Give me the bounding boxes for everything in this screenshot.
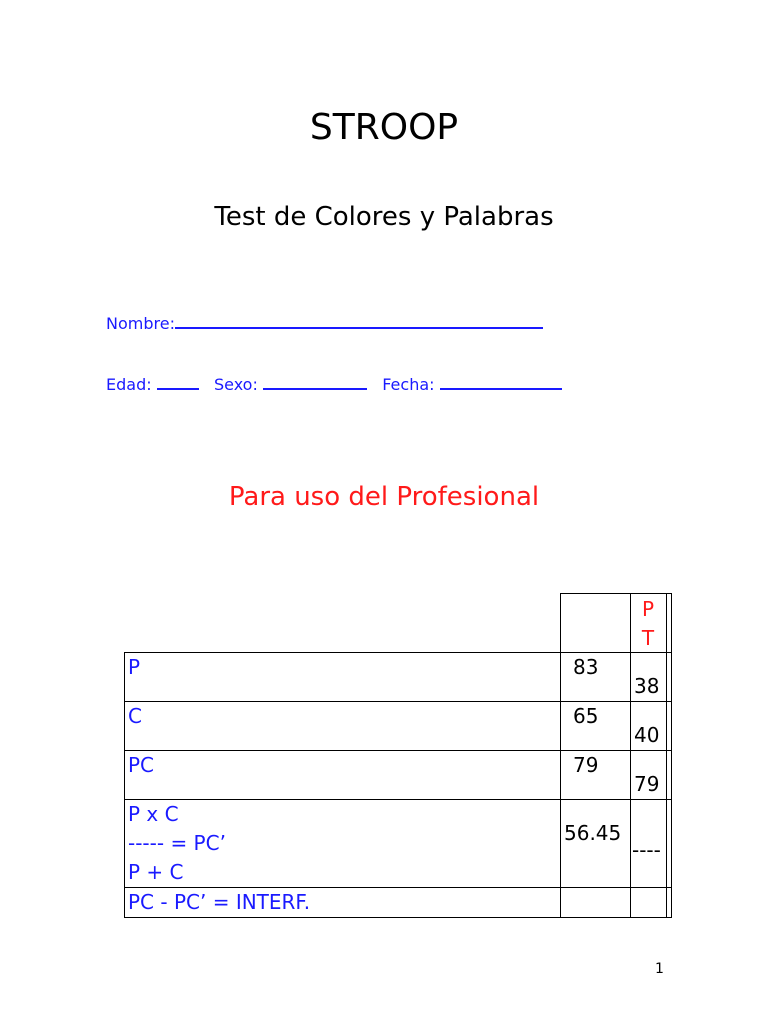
page-subtitle: Test de Colores y Palabras [214,202,554,232]
formula-line-2: ----- = PC’ [128,831,226,855]
pt-header [630,595,666,653]
pt-header-t: T [641,626,655,650]
formula-line-1: P x C [128,802,179,826]
row-label-interf: PC - PC’ = INTERF. [128,890,311,914]
table-bottom [124,917,672,918]
table-divider-score [560,593,561,918]
edad-label: Edad: [106,375,152,394]
row-pt-pc: 79 [634,772,660,796]
row-pt-formula: ---- [632,838,661,862]
sexo-label: Sexo: [213,375,258,394]
row-label-pc: PC [128,753,155,777]
professional-heading: Para uso del Profesional [228,482,540,512]
row-score-p: 83 [573,655,599,679]
pt-header-p: P [641,597,655,621]
row-label-formula [128,800,226,887]
row-pt-p: 38 [634,674,660,698]
table-border-right [671,593,672,918]
row-score-c: 65 [573,704,599,728]
row-label-p: P [128,655,141,679]
fecha-label: Fecha: [382,375,435,394]
page-number: 1 [655,961,664,977]
row-pt-c: 40 [634,723,660,747]
table-divider-right-inner [666,593,667,918]
table-border-left [124,652,125,918]
table-header-top [560,593,672,594]
page-title: STROOP [309,107,459,148]
row-label-c: C [128,704,142,728]
row-score-pc: 79 [573,753,599,777]
row-score-formula: 56.45 [564,821,622,845]
formula-line-3: P + C [128,860,184,884]
nombre-label: Nombre: [106,314,175,333]
